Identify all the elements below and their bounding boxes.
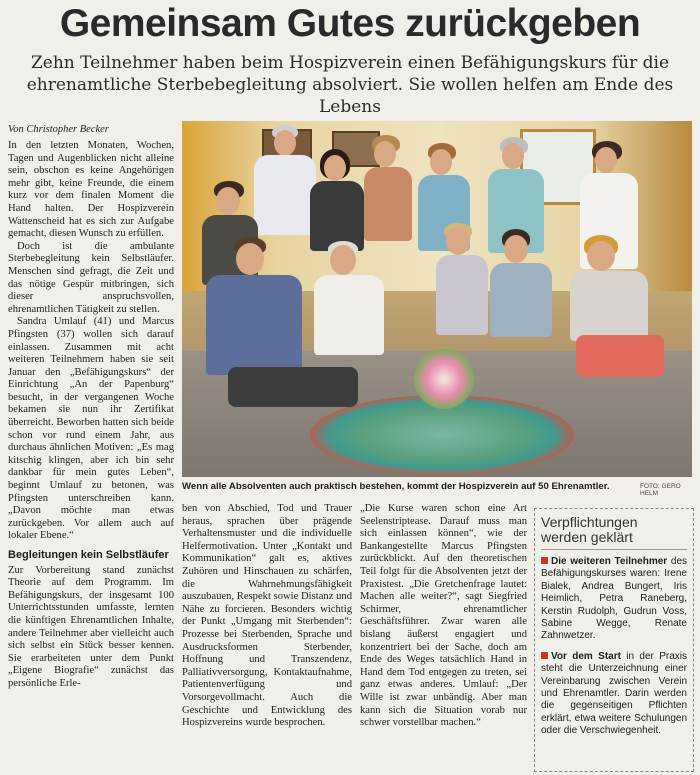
paragraph: Zur Vorbereitung stand zunächst Theorie auf dem Programm. Im Befähigungskurs, der insgesamt 100 Unterrichtsstunden umfasste, lernten die künftigen Ehrenamtlichen Inhalte, andere Teilnehmer aber vielleicht auch sich selbst ein Stück besser kennen. Sie erarbeiteten unter dem Punkt „Eigene Biografie“ zunächst das persönliche Erle-	[8, 564, 174, 689]
info-box	[534, 508, 694, 772]
article-column-2	[182, 503, 352, 730]
info-box-item-text: des Befähigungskurses waren: Irene Bialek, Andrea Bungert, Iris Heimlich, Petra Raneberg, Kerstin Rudolph, Gudrun Voss, Sabine Wegge, Renate Zahnwetzer.	[541, 556, 688, 642]
headline: Gemeinsam Gutes zurückgeben	[59, 2, 641, 45]
info-box-item-lead: Die weiteren Teilnehmer	[551, 556, 668, 567]
photo-credit: FOTO: GERO HELM	[640, 483, 681, 497]
paragraph: „Die Kurse waren schon eine Art Seelenstriptease. Darauf muss man sich einlassen können“, wie der Bankangestellte Marcus Pfingsten zurückblickt. Auf den theoretischen Teil folgt für die Absolventen jetzt der Praxistest. „Die Gretchenfrage lautet: Machen alle weiter?“, sagt Siegfried Schirmer, ehrenamtlicher Geschäftsführer. Zwar waren alle bislang äußerst engagiert und konzentriert bei der Sache, doch am Ende des Weges tatsächlich Hand in Hand dem Tod entgegen zu treten, sei ganz etwas anderes. Umlauf: „Der Wille ist zwar unbändig. Aber man kann sich die Situation vorab nur schwer vorstellbar machen.“	[360, 503, 527, 729]
subheadline: Zehn Teilnehmer haben beim Hospizverein einen Befähigungskurs für die ehrenamtliche Sterbebegleitung absolviert. Sie wollen helfen am Ende des Lebens	[26, 53, 674, 117]
paragraph: Sandra Umlauf (41) und Marcus Pfingsten (37) wollen sich darauf einlassen. Zusammen mit acht weiteren Teilnehmern haben sie seit Januar den „Befähigungskurs“ der Einrichtung „An der Papenburg“ besucht, in der vergangenen Woche bekamen sie nun ihr Zertifikat überreicht. Beworben hatten sich beide schon vor rund einem Jahr, aus durchaus ähnlichen Motiven: „Es mag kitschig klingen, aber ich bin sehr dankbar für mein gutes Leben“, beginnt Umlauf zu betonen, was Pfingsten unterschreiben kann. „Davon möchte man etwas zurückgeben. Vor allem auch auf lokaler Ebene.“	[8, 316, 174, 542]
info-box-title: Verpflichtungen werden geklärt	[541, 515, 687, 550]
bullet-square-icon	[541, 652, 548, 659]
section-heading: Begleitungen kein Selbstläufer	[8, 549, 169, 561]
paragraph: In den letzten Monaten, Wochen, Tagen und Augenblicken nicht alleine sein, obschon es keine Angehörigen mehr gibt, keine Freunde, die einem kurz vor dem finalen Moment die Hand halten. Der Hospizverein Wattenscheid hat es sich zur Aufgabe gemacht, diesen Wunsch zu erfüllen.	[8, 140, 174, 240]
paragraph: Doch ist die ambulante Sterbebegleitung kein Selbstläufer. Menschen sind gefragt, die Zeit und das nötige Gespür mitbringen, sich dieser anspruchsvollen, ehrenamtlichen Tätigkeit zu stellen.	[8, 240, 174, 315]
paragraph: ben von Abschied, Tod und Trauer heraus, sprachen über prägende Verhaltensmuster und die individuelle Helfermotivation. Unter „Kontakt und Kommunikation“ galt es, aktives Zuhören und Hinschauen zu schärfen, die Wahrnehmungsfähigkeit auszubauen, Respekt sowie Distanz und Nähe zu forcieren. Besonders wichtig der Punkt „Umgang mit Sterbenden“: Prozesse bei Sterbenden, Sprache und Ausdrucksformen Sterbender, Hoffnung und Transzendenz, Palliativversorgung, Kontaktaufnahme, Patientenverfügung und Vorsorgevollmacht. Auch die Geschichte und Entwicklung des Hospizvereins wurde besprochen.	[182, 503, 352, 729]
article-column-3	[360, 503, 527, 730]
group-photo	[182, 121, 692, 477]
info-box-item	[541, 651, 687, 738]
info-box-item-text: in der Praxis steht die Unterzeichnung einer Vereinbarung zwischen Verein und Ehrenamtler. Darin werden die gegenseitigen Pflichten erklärt, etwa weitere Schulungen oder die Verschwiegenheit.	[541, 650, 687, 737]
bullet-square-icon	[541, 557, 548, 564]
info-box-item	[541, 556, 687, 643]
byline: Von Christopher Becker	[8, 124, 109, 135]
article-column-1	[8, 140, 174, 691]
photo-caption: Wenn alle Absolventen auch praktisch bestehen, kommt der Hospizverein auf 50 Ehrenamtler.	[182, 481, 610, 492]
flower-bouquet	[414, 349, 474, 409]
info-box-item-lead: Vor dem Start	[551, 650, 621, 662]
